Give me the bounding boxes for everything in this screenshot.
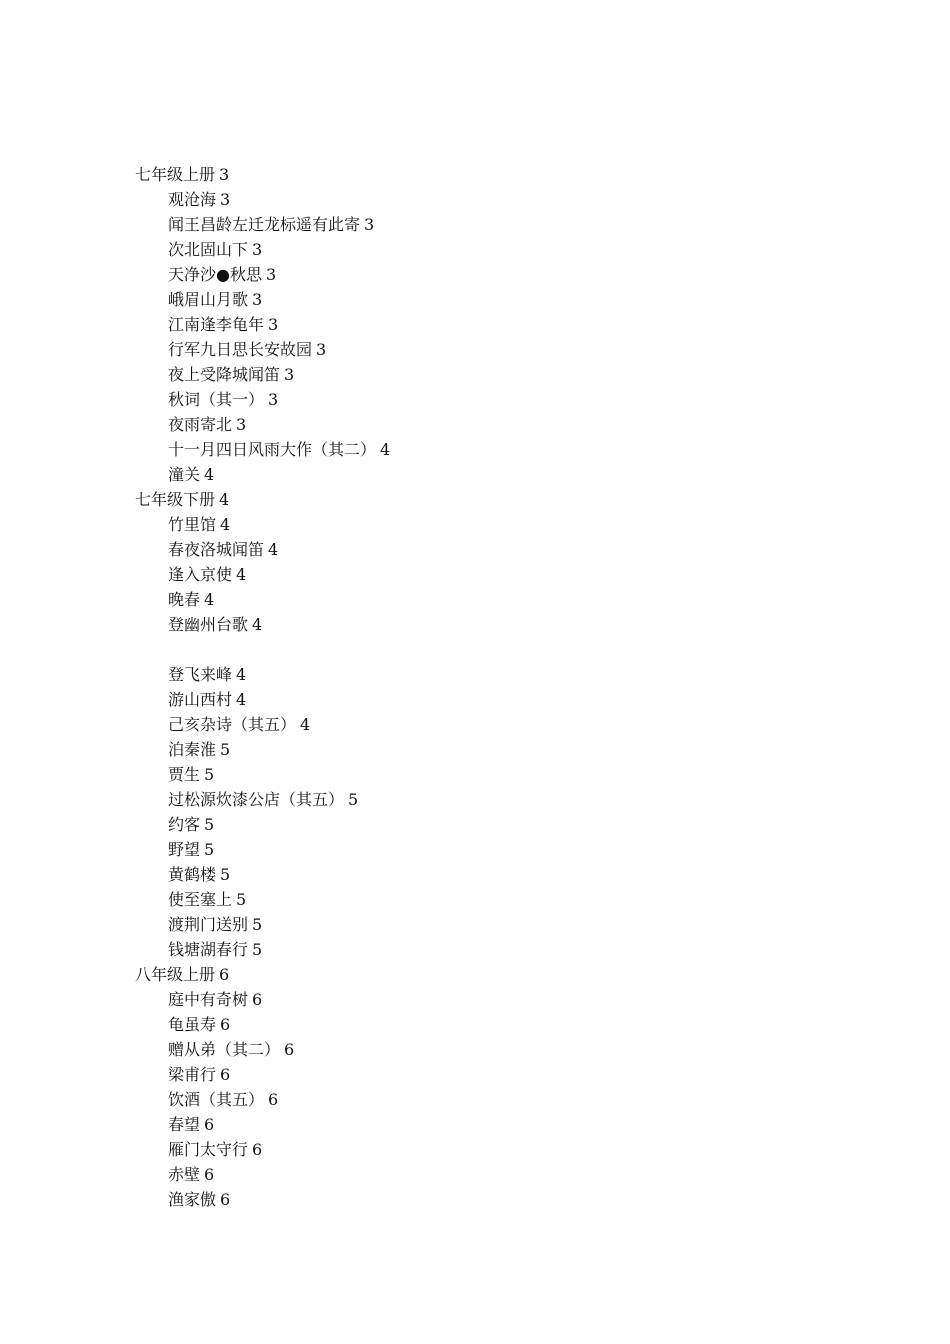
toc-entry-title: 渔家傲: [168, 1190, 217, 1209]
toc-blank-line: [0, 637, 950, 662]
toc-entry-title: 峨眉山月歌: [168, 290, 249, 309]
toc-entry-page-number: 6: [220, 1190, 231, 1209]
toc-entry-title: 夜雨寄北: [168, 415, 233, 434]
toc-entry-title: 竹里馆: [168, 515, 217, 534]
toc-entry-title: 己亥杂诗（其五）: [168, 715, 297, 734]
toc-entry[interactable]: [0, 912, 950, 937]
toc-entry-page-number: 3: [284, 365, 295, 384]
toc-entry-page-number: 3: [268, 390, 279, 409]
toc-entry-title: 晚春: [168, 590, 201, 609]
toc-entry[interactable]: [0, 1087, 950, 1112]
toc-entry[interactable]: [0, 387, 950, 412]
toc-entry-title: 庭中有奇树: [168, 990, 249, 1009]
toc-entry[interactable]: [0, 262, 950, 287]
toc-entry[interactable]: [0, 287, 950, 312]
toc-entry-title: 赠从弟（其二）: [168, 1040, 281, 1059]
toc-entry-page-number: 6: [252, 1140, 263, 1159]
toc-entry-title: 登幽州台歌: [168, 615, 249, 634]
toc-entry-page-number: 5: [204, 815, 215, 834]
toc-entry-page-number: 5: [236, 890, 247, 909]
toc-entry-title: 登飞来峰: [168, 665, 233, 684]
toc-entry[interactable]: [0, 412, 950, 437]
toc-entry-title: 春夜洛城闻笛: [168, 540, 265, 559]
toc-entry-page-number: 5: [348, 790, 359, 809]
toc-entry-page-number: 4: [236, 565, 247, 584]
toc-entry[interactable]: [0, 1137, 950, 1162]
toc-entry-page-number: 5: [220, 740, 231, 759]
toc-entry-title: 逢入京使: [168, 565, 233, 584]
toc-entry-page-number: 3: [219, 165, 230, 184]
toc-entry-page-number: 3: [265, 265, 277, 284]
toc-entry-title: 黄鹤楼: [168, 865, 217, 884]
toc-entry[interactable]: [0, 862, 950, 887]
toc-entry-page-number: 4: [252, 615, 263, 634]
toc-entry-page-number: 4: [380, 440, 391, 459]
toc-entry[interactable]: [0, 737, 950, 762]
toc-entry[interactable]: [0, 512, 950, 537]
toc-entry[interactable]: [0, 887, 950, 912]
toc-entry-page-number: 3: [364, 215, 375, 234]
toc-entry-page-number: 4: [268, 540, 279, 559]
toc-entry-page-number: 5: [252, 940, 263, 959]
toc-entry-title: 约客: [168, 815, 201, 834]
toc-entry-title: 贾生: [168, 765, 201, 784]
toc-entry[interactable]: [0, 587, 950, 612]
toc-entry-title: 渡荆门送别: [168, 915, 249, 934]
toc-entry-title: 闻王昌龄左迁龙标遥有此寄: [168, 215, 361, 234]
toc-entry-title: 梁甫行: [168, 1065, 217, 1084]
toc-entry-page-number: 4: [236, 690, 247, 709]
toc-entry-page-number: 3: [236, 415, 247, 434]
toc-entry[interactable]: [0, 1112, 950, 1137]
toc-entry-page-number: 5: [204, 840, 215, 859]
toc-entry[interactable]: [0, 837, 950, 862]
toc-entry[interactable]: [0, 687, 950, 712]
toc-entry-page-number: 6: [220, 1065, 231, 1084]
toc-entry[interactable]: [0, 462, 950, 487]
toc-entry-page-number: 3: [268, 315, 279, 334]
toc-entry[interactable]: [0, 762, 950, 787]
toc-entry-page-number: 4: [204, 590, 215, 609]
toc-entry-page-number: 4: [204, 465, 215, 484]
toc-entry-title: 过松源炊漆公店（其五）: [168, 790, 345, 809]
toc-section-heading[interactable]: [0, 962, 950, 987]
toc-entry-page-number: 4: [236, 665, 247, 684]
toc-entry-title: 使至塞上: [168, 890, 233, 909]
toc-entry-page-number: 3: [252, 240, 263, 259]
toc-entry-title: 泊秦淮: [168, 740, 217, 759]
toc-entry[interactable]: [0, 437, 950, 462]
toc-entry[interactable]: [0, 187, 950, 212]
toc-entry-page-number: 3: [220, 190, 231, 209]
toc-entry-title: 游山西村: [168, 690, 233, 709]
toc-section-heading[interactable]: [0, 162, 950, 187]
toc-entry-title: 十一月四日风雨大作（其二）: [168, 440, 377, 459]
toc-entry[interactable]: [0, 1062, 950, 1087]
toc-entry-page-number: 4: [220, 515, 231, 534]
toc-entry-page-number: 6: [219, 965, 230, 984]
toc-entry[interactable]: [0, 1162, 950, 1187]
table-of-contents: [0, 162, 950, 1212]
toc-entry[interactable]: [0, 312, 950, 337]
toc-entry[interactable]: [0, 1187, 950, 1212]
toc-entry-title: 七年级下册: [135, 490, 216, 509]
toc-entry-title: 春望: [168, 1115, 201, 1134]
toc-entry-title: 饮酒（其五）: [168, 1090, 265, 1109]
toc-entry[interactable]: [0, 537, 950, 562]
toc-entry-title: 钱塘湖春行: [168, 940, 249, 959]
toc-entry-page-number: 4: [300, 715, 311, 734]
toc-entry-title: 夜上受降城闻笛: [168, 365, 281, 384]
toc-entry-title: 雁门太守行: [168, 1140, 249, 1159]
toc-entry-title: 秋词（其一）: [168, 390, 265, 409]
toc-entry-title: 潼关: [168, 465, 201, 484]
toc-entry[interactable]: [0, 562, 950, 587]
toc-entry[interactable]: [0, 987, 950, 1012]
toc-entry-page-number: 6: [284, 1040, 295, 1059]
toc-entry-title: 江南逢李龟年: [168, 315, 265, 334]
toc-entry-page-number: 5: [220, 865, 231, 884]
toc-section-heading[interactable]: [0, 487, 950, 512]
toc-entry[interactable]: [0, 1037, 950, 1062]
toc-entry[interactable]: [0, 612, 950, 637]
toc-entry-page-number: 3: [316, 340, 327, 359]
toc-entry-page-number: 6: [204, 1115, 215, 1134]
toc-entry[interactable]: [0, 662, 950, 687]
toc-entry[interactable]: [0, 812, 950, 837]
toc-entry-page-number: 3: [252, 290, 263, 309]
toc-entry-title: 天净沙●秋思: [168, 265, 262, 284]
toc-entry-title: 赤壁: [168, 1165, 201, 1184]
toc-entry-page-number: 4: [219, 490, 230, 509]
toc-entry-page-number: 5: [204, 765, 215, 784]
toc-entry-title: 龟虽寿: [168, 1015, 217, 1034]
toc-entry-title: 八年级上册: [135, 965, 216, 984]
toc-entry[interactable]: [0, 212, 950, 237]
toc-entry[interactable]: [0, 337, 950, 362]
toc-entry-page-number: 6: [268, 1090, 279, 1109]
toc-entry-page-number: 6: [252, 990, 263, 1009]
toc-entry[interactable]: [0, 1012, 950, 1037]
toc-entry[interactable]: [0, 362, 950, 387]
toc-entry-title: 行军九日思长安故园: [168, 340, 313, 359]
toc-entry[interactable]: [0, 937, 950, 962]
toc-entry-page-number: 5: [252, 915, 263, 934]
toc-entry[interactable]: [0, 237, 950, 262]
toc-entry-title: 七年级上册: [135, 165, 216, 184]
toc-entry-title: 野望: [168, 840, 201, 859]
toc-entry[interactable]: [0, 712, 950, 737]
toc-entry-page-number: 6: [204, 1165, 215, 1184]
toc-entry-page-number: 6: [220, 1015, 231, 1034]
toc-entry[interactable]: [0, 787, 950, 812]
toc-entry-title: 次北固山下: [168, 240, 249, 259]
toc-entry-title: 观沧海: [168, 190, 217, 209]
